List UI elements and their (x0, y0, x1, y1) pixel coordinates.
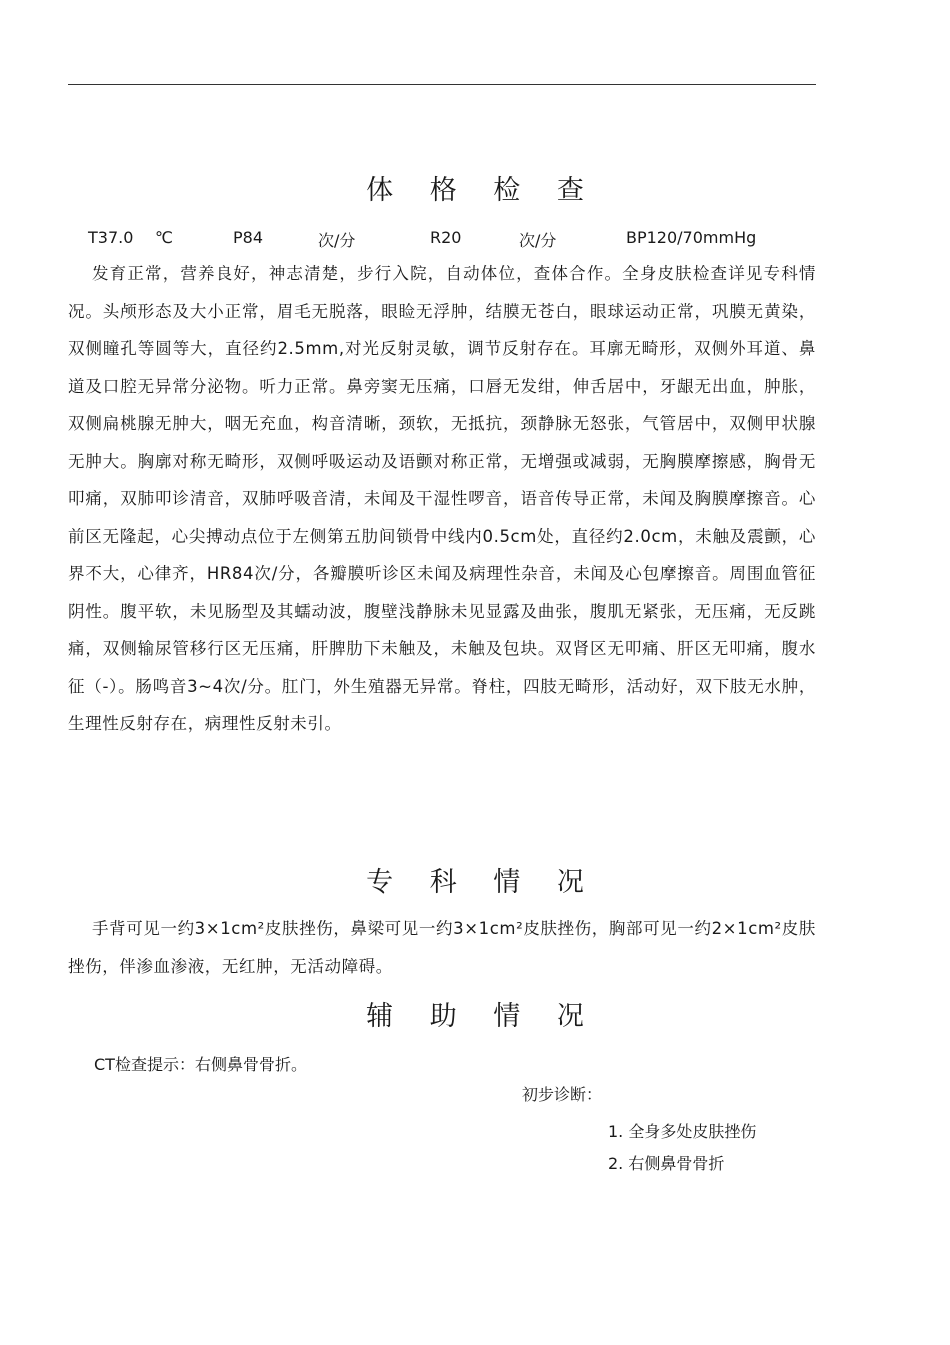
vital-pulse-unit: 次/分 (318, 231, 356, 250)
top-rule (68, 84, 816, 85)
physical-exam-text: 发育正常，营养良好，神志清楚，步行入院，自动体位，查体合作。全身皮肤检查详见专科情况。头颅形态及大小正常，眉毛无脱落，眼睑无浮肿，结膜无苍白，眼球运动正常，巩膜无黄染，双侧瞳孔等圆等大，直径约2.5mm,对光反射灵敏，调节反射存在。耳廓无畸形，双侧外耳道、鼻道及口腔无异常分泌物。听力正常。鼻旁窦无压痛，口唇无发绀，伸舌居中，牙龈无出血，肿胀，双侧扁桃腺无肿大，咽无充血，构音清晰，颈软，无抵抗，颈静脉无怒张，气管居中，双侧甲状腺无肿大。胸廓对称无畸形，双侧呼吸运动及语颤对称正常，无增强或减弱，无胸膜摩擦感，胸骨无叩痛，双肺叩诊清音，双肺呼吸音清，未闻及干湿性啰音，语音传导正常，未闻及胸膜摩擦音。心前区无隆起，心尖搏动点位于左侧第五肋间锁骨中线内0.5cm处，直径约2.0cm，未触及震颤，心界不大，心律齐，HR84次/分，各瓣膜听诊区未闻及病理性杂音，未闻及心包摩擦音。周围血管征阴性。腹平软，未见肠型及其蠕动波，腹壁浅静脉未见显露及曲张，腹肌无紧张，无压痛，无反跳痛，双侧输尿管移行区无压痛，肝脾肋下未触及，未触及包块。双肾区无叩痛、肝区无叩痛，腹水征（-）。肠鸣音3~4次/分。肛门，外生殖器无异常。脊柱，四肢无畸形，活动好，双下肢无水肿，生理性反射存在，病理性反射未引。 (68, 264, 816, 733)
vital-blood-pressure: BP120/70mmHg (626, 228, 757, 247)
vital-respiration: R20 (430, 228, 462, 247)
vital-temperature: T37.0 (88, 228, 134, 247)
section-title-auxiliary: 辅 助 情 况 (366, 1001, 598, 1032)
diagnosis-list (608, 1121, 756, 1185)
diagnosis-item: 2. 右侧鼻骨骨折 (608, 1154, 725, 1173)
vital-signs-row (0, 228, 950, 248)
section-title-physical-exam: 体 格 检 查 (366, 175, 598, 206)
vital-respiration-unit: 次/分 (519, 231, 557, 250)
section-title-specialty: 专 科 情 况 (366, 867, 598, 898)
diagnosis-label: 初步诊断： (522, 1085, 603, 1104)
specialty-text: 手背可见一约3×1cm²皮肤挫伤，鼻梁可见一约3×1cm²皮肤挫伤，胸部可见一约2×1cm²皮肤挫伤，伴渗血渗液，无红肿，无活动障碍。 (68, 919, 816, 976)
vital-pulse: P84 (233, 228, 264, 247)
ct-result-text: CT检查提示：右侧鼻骨骨折。 (94, 1055, 307, 1074)
diagnosis-item: 1. 全身多处皮肤挫伤 (608, 1122, 757, 1141)
vital-temperature-unit: ℃ (155, 228, 173, 247)
